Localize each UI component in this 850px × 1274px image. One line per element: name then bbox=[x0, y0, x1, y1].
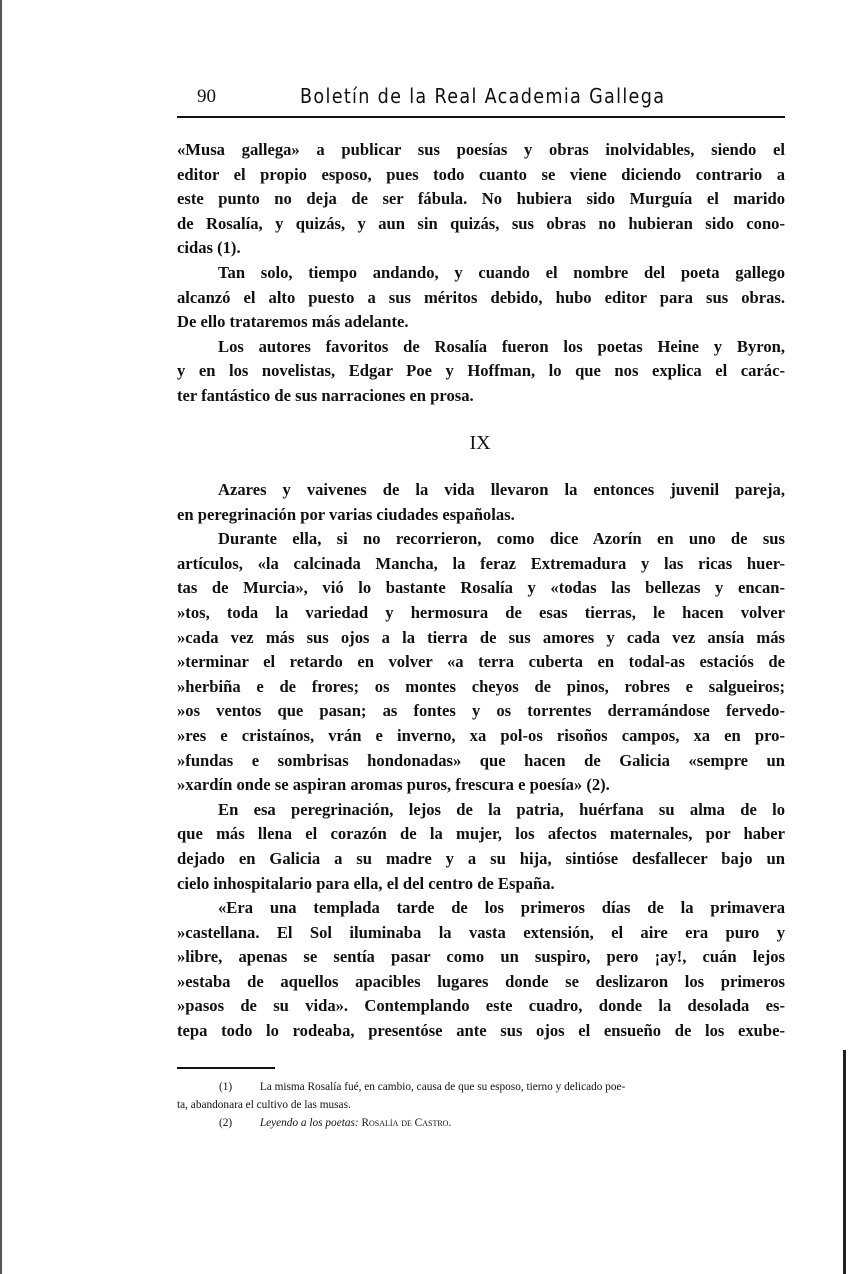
paragraph-line: «Era una templada tarde de los primeros días de la primavera bbox=[218, 898, 785, 918]
paragraph-line: »xardín onde se aspiran aromas puros, frescura e poesía» (2). bbox=[177, 775, 610, 795]
paragraph-line: este punto no deja de ser fábula. No hubiera sido Murguía el marido bbox=[177, 189, 785, 209]
paragraph-line: «Musa gallega» a publicar sus poesías y obras inolvidables, siendo el bbox=[177, 140, 785, 159]
paragraph-line: Durante ella, si no recorrieron, como dice Azorín en uno de sus bbox=[218, 529, 785, 549]
paragraph-line: »estaba de aquellos apacibles lugares donde se deslizaron los primeros bbox=[177, 971, 785, 991]
paragraph-line: Los autores favoritos de Rosalía fueron los poetas Heine y Byron, bbox=[218, 336, 785, 356]
paragraph-line: y en los novelistas, Edgar Poe y Hoffman, lo que nos explica el carác- bbox=[177, 361, 785, 381]
paragraph-line: »pasos de su vida». Contemplando este cuadro, donde la desolada es- bbox=[177, 996, 785, 1016]
paragraph-line: que más llena el corazón de la mujer, los afectos maternales, por haber bbox=[177, 824, 785, 844]
paragraph-line: Tan solo, tiempo andando, y cuando el nombre del poeta gallego bbox=[218, 262, 785, 282]
paragraph-line: »herbiña e de frores; os montes cheyos de pinos, robres e salgueiros; bbox=[177, 676, 785, 696]
paragraph-line: en peregrinación por varias ciudades españolas. bbox=[177, 504, 515, 524]
paragraph-line: dejado en Galicia a su madre y a su hija, sintióse desfallecer bajo un bbox=[177, 848, 785, 868]
footnote-rule bbox=[177, 1067, 275, 1069]
section-heading-text: IX bbox=[469, 432, 491, 454]
paragraph-line: »tos, toda la variedad y hermosura de esas tierras, le hacen volver bbox=[177, 602, 785, 622]
header-rule bbox=[177, 116, 785, 118]
text-block-section-ix bbox=[177, 478, 785, 1044]
footnote-1 bbox=[177, 1079, 785, 1096]
paragraph-line: »libre, apenas se sentía pasar como un suspiro, pero ¡ay!, cuán lejos bbox=[177, 947, 785, 967]
footnote-author: Rosalía de Castro. bbox=[361, 1117, 452, 1129]
scan-edge-left bbox=[0, 0, 2, 1274]
running-header-title: Boletín de la Real Academia Gallega bbox=[300, 84, 666, 108]
paragraph-line: tas de Murcia», vió lo bastante Rosalía y «todas las bellezas y encan- bbox=[177, 578, 785, 598]
paragraph-line: alcanzó el alto puesto a sus méritos debido, hubo editor para sus obras. bbox=[177, 287, 785, 307]
paragraph-line: editor el propio esposo, pues todo cuanto se viene diciendo contrario a bbox=[177, 164, 785, 184]
paragraph-line: »fundas e sombrisas hondonadas» que hacen de Galicia «sempre un bbox=[177, 750, 785, 770]
footnote-text: ta, abandonara el cultivo de las musas. bbox=[177, 1099, 351, 1111]
section-heading bbox=[0, 432, 850, 455]
paragraph-line: artículos, «la calcinada Mancha, la feraz Extremadura y las ricas huer- bbox=[177, 553, 785, 573]
paragraph-line: »castellana. El Sol iluminaba la vasta extensión, el aire era puro y bbox=[177, 922, 785, 942]
text-block-before-section bbox=[177, 138, 785, 409]
paragraph-line: de Rosalía, y quizás, y aun sin quizás, sus obras no hubieran sido cono- bbox=[177, 213, 785, 233]
paragraph-line: »cada vez más sus ojos a la tierra de sus amores y cada vez ansía más bbox=[177, 627, 785, 647]
paragraph-line: »res e cristaínos, vrán e inverno, xa pol-os risoños campos, xa en pro- bbox=[177, 725, 785, 745]
footnote-label: (1) bbox=[219, 1081, 233, 1093]
footnote-label: (2) bbox=[219, 1117, 233, 1129]
page-number: 90 bbox=[197, 86, 216, 107]
paragraph-line: cielo inhospitalario para ella, el del centro de España. bbox=[177, 873, 555, 893]
paragraph-line: ter fantástico de sus narraciones en prosa. bbox=[177, 385, 474, 405]
footnote-text: La misma Rosalía fué, en cambio, causa de que su esposo, tierno y delicado poe- bbox=[259, 1081, 626, 1093]
paragraph-line: Azares y vaivenes de la vida llevaron la entonces juvenil pareja, bbox=[218, 480, 785, 499]
footnote-1-cont bbox=[177, 1097, 785, 1114]
paragraph-line: »os ventos que pasan; as fontes y os torrentes derramándose fervedo- bbox=[177, 701, 785, 721]
footnote-2 bbox=[177, 1115, 785, 1132]
footnote-work-title: Leyendo a los poetas: bbox=[259, 1117, 359, 1129]
scan-edge-right bbox=[843, 1050, 846, 1274]
paragraph-line: tepa todo lo rodeaba, presentóse ante sus ojos el ensueño de los exube- bbox=[177, 1021, 785, 1041]
paragraph-line: cidas (1). bbox=[177, 238, 241, 258]
paragraph-line: De ello trataremos más adelante. bbox=[177, 312, 409, 332]
paragraph-line: »terminar el retardo en volver «a terra cuberta en todal-as estaciós de bbox=[177, 652, 785, 672]
paragraph-line: En esa peregrinación, lejos de la patria, huérfana su alma de lo bbox=[218, 799, 785, 819]
